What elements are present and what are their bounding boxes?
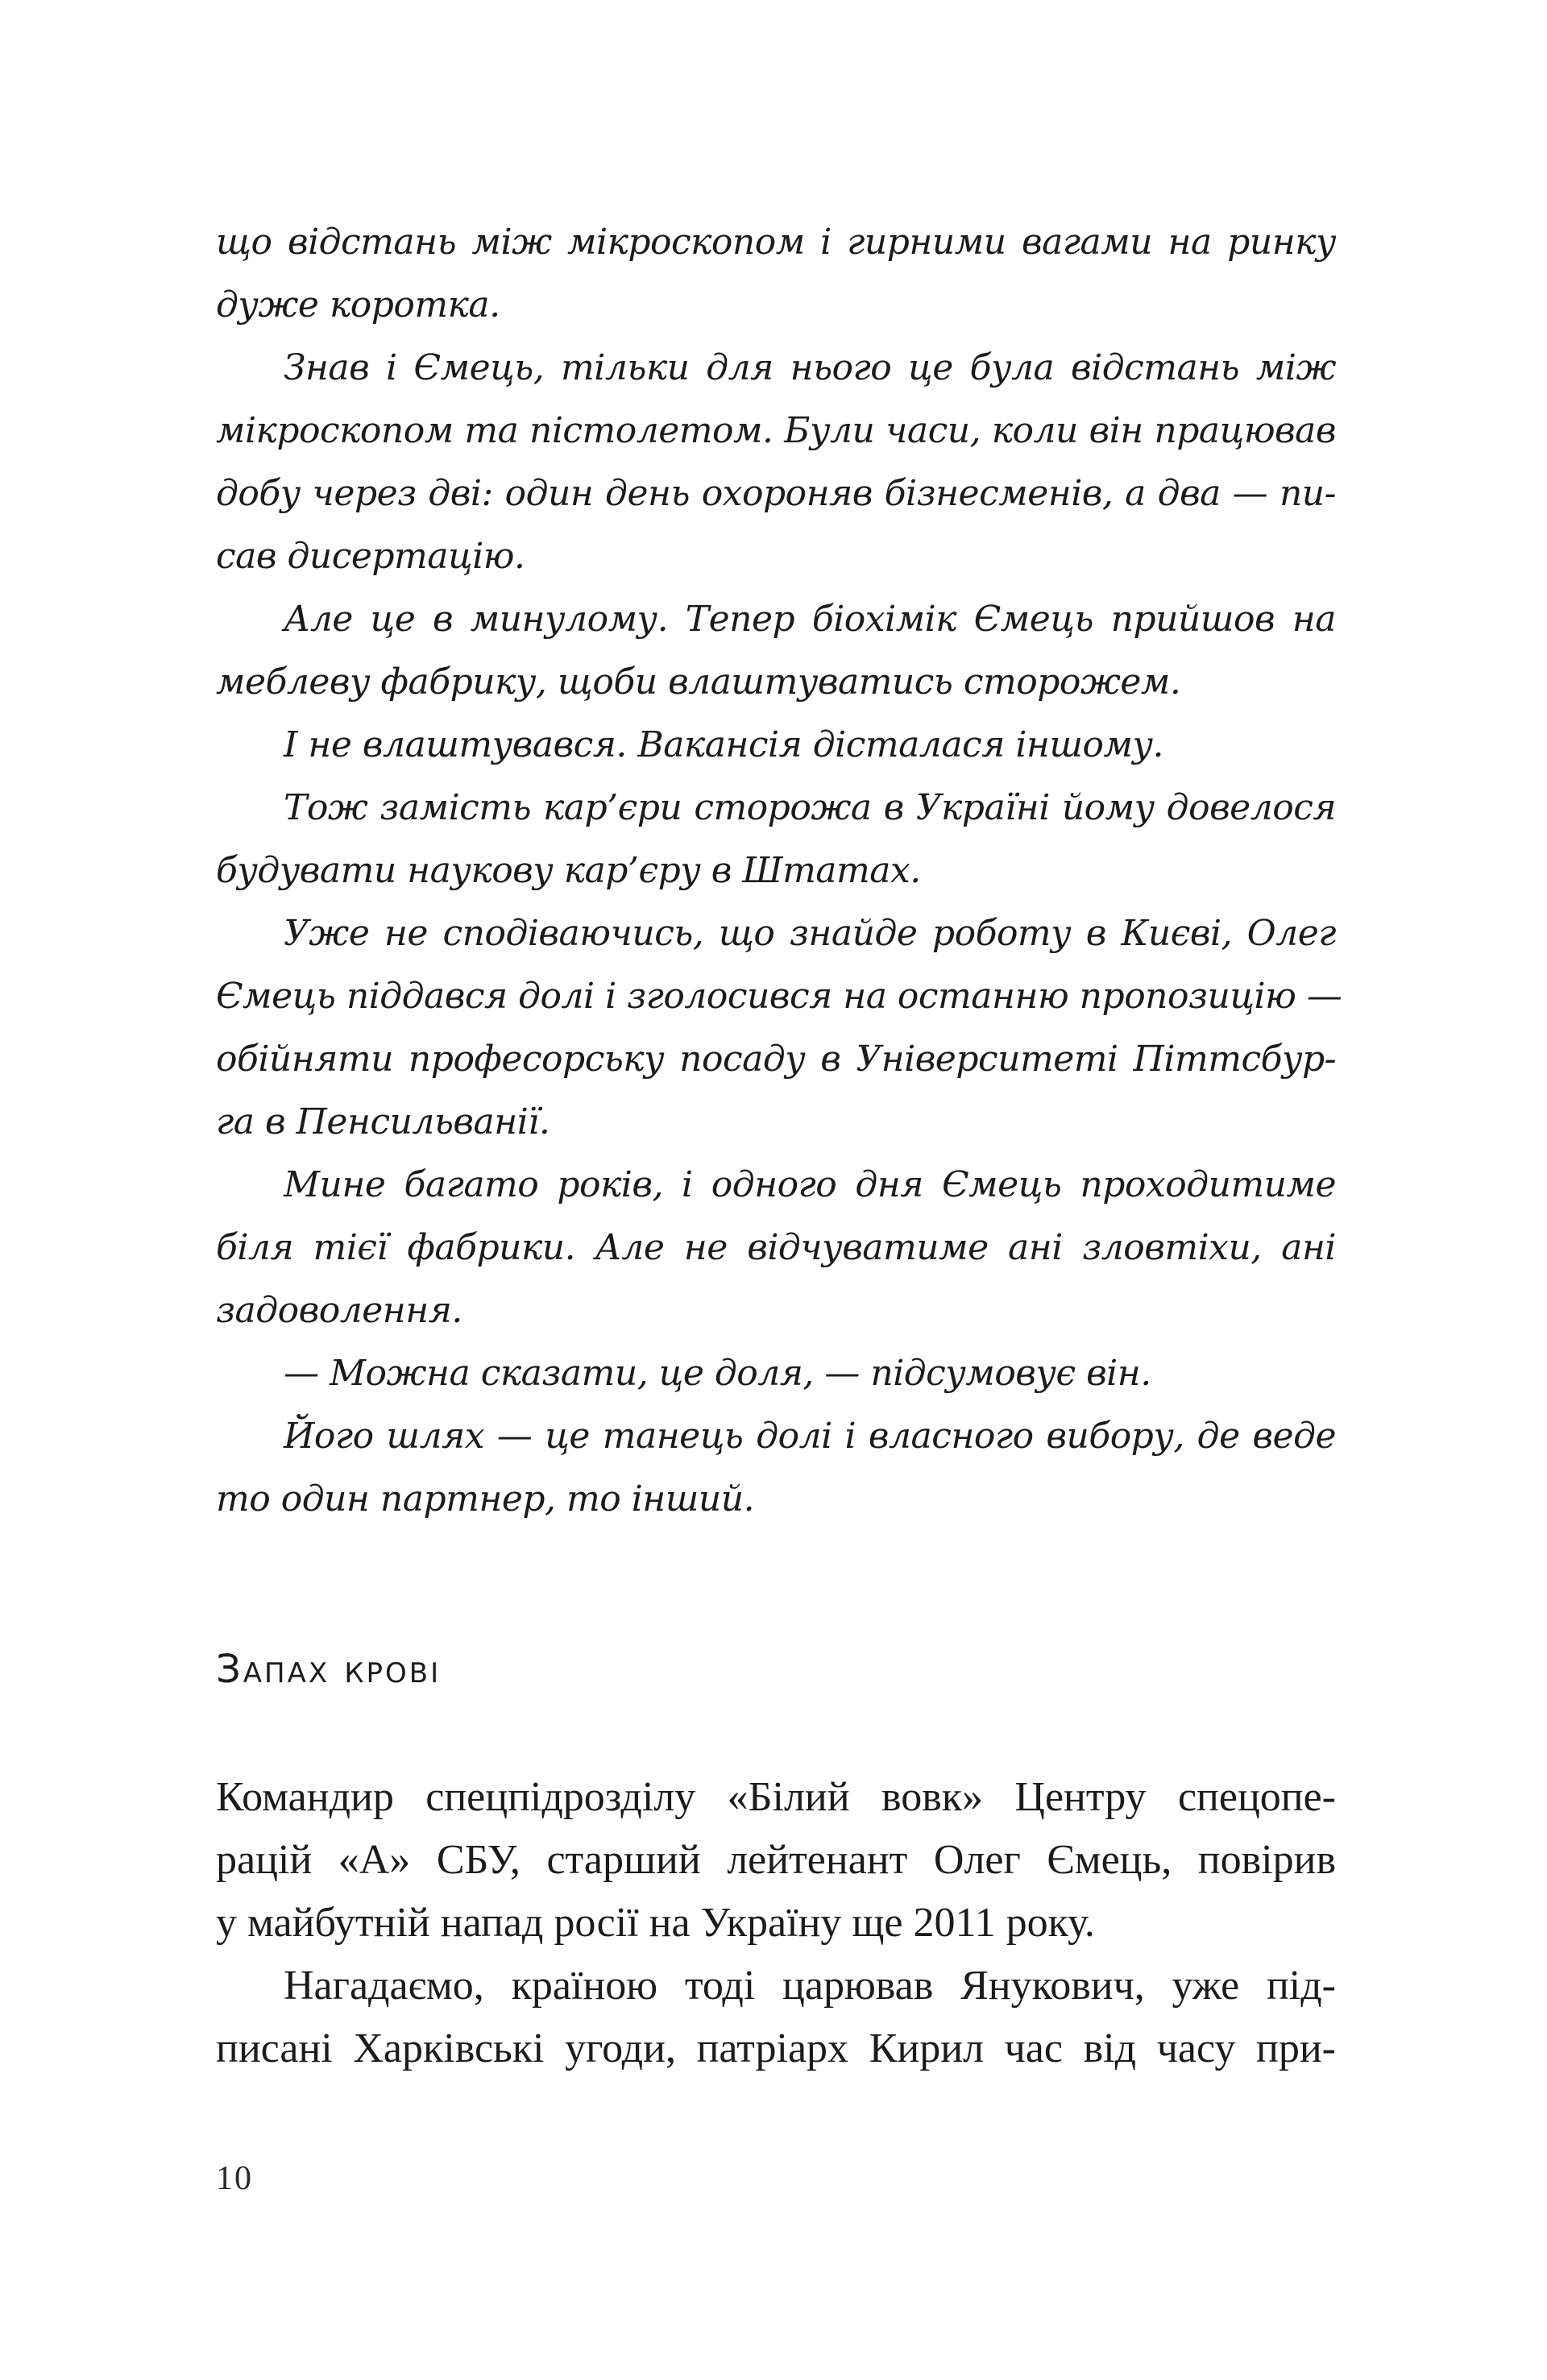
text-line: біля тієї фабрики. Але не відчуватиме ані зловтіхи, ані [216, 1227, 1336, 1268]
body-passage [216, 1766, 1336, 2088]
text-line: Його шлях — це танець долі і власного вибору, де веде [284, 1416, 1336, 1457]
text-line: то один партнер, то інший. [216, 1478, 755, 1520]
text-line: Знав і Ємець, тільки для нього це була відстань між [284, 347, 1336, 388]
text-line: Мине багато років, і одного дня Ємець проходитиме [284, 1164, 1336, 1205]
section-heading-text: Запах крові [216, 1647, 442, 1692]
text-line: добу через дві: один день охороняв бізнесменів, а два — пи- [216, 473, 1336, 514]
text-line: у майбутній напад росії на Україну ще 2011 року. [216, 1900, 1095, 1946]
text-line: Але це в минулому. Тепер біохімік Ємець прийшов на [284, 599, 1336, 640]
text-line: Командир спецпідрозділу «Білий вовк» Центру спецопе- [216, 1774, 1336, 1820]
text-line: писані Харківські угоди, патріарх Кирил час від часу при- [216, 2025, 1336, 2071]
text-line: Ємець піддався долі і зголосився на останню пропозицію — [216, 976, 1342, 1017]
section-heading [216, 1647, 441, 1692]
text-line: меблеву фабрику, щоби влаштуватись сторожем. [216, 661, 1181, 703]
page-number: 10 [216, 2160, 253, 2197]
text-line: га в Пенсильванії. [216, 1101, 550, 1142]
text-line: мікроскопом та пістолетом. Були часи, коли він працював [216, 410, 1336, 451]
italic-passage [216, 211, 1342, 1549]
text-line: І не влаштувався. Вакансія дісталася іншому. [284, 724, 1164, 765]
text-line: обійняти професорську посаду в Університеті Піттсбур- [216, 1039, 1336, 1080]
text-line: Уже не сподіваючись, що знайде роботу в Києві, Олег [284, 913, 1336, 954]
text-line: сав дисертацію. [216, 536, 525, 577]
text-line: дуже коротка. [216, 284, 500, 325]
text-line: рацій «А» СБУ, старший лейтенант Олег Ємець, повірив [216, 1837, 1336, 1883]
text-line: задоволення. [216, 1290, 462, 1331]
text-line: Нагадаємо, країною тоді царював Янукович, уже під- [284, 1963, 1336, 2009]
text-line: будувати наукову кар’єру в Штатах. [216, 850, 921, 891]
text-line: — Можна сказати, це доля, — підсумовує він. [284, 1353, 1151, 1394]
text-line: Тож замість кар’єри сторожа в Україні йому довелося [284, 787, 1336, 828]
text-line: що відстань між мікроскопом і гирними вагами на ринку [216, 222, 1336, 263]
